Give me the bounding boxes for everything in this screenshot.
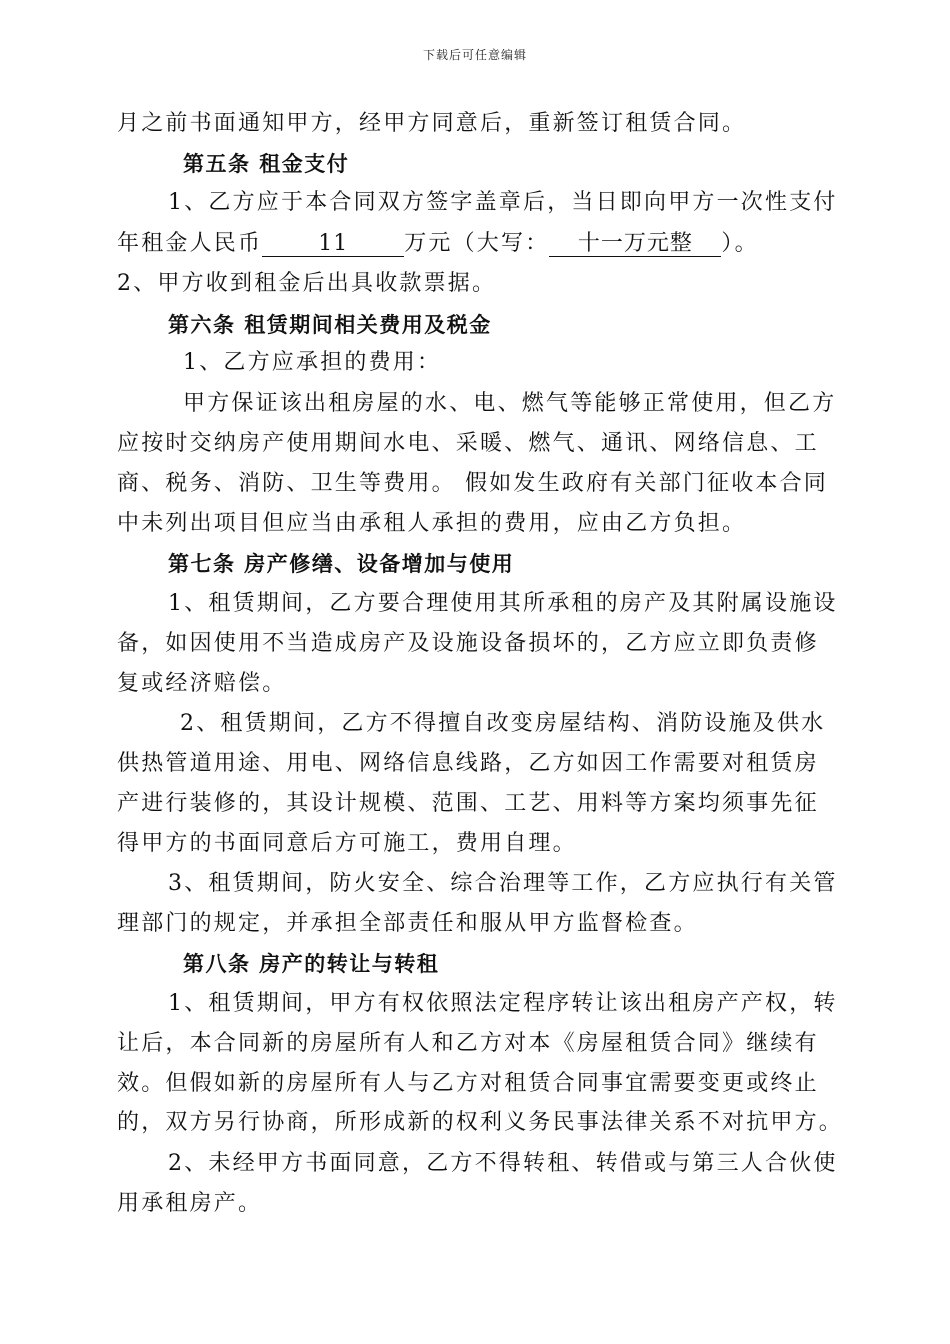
page-header: 下载后可任意编辑 bbox=[422, 48, 527, 62]
text-line: 应按时交纳房产使用期间水电、采暖、燃气、通讯、网络信息、工 bbox=[117, 431, 819, 456]
text-line: 中未列出项目但应当由承租人承担的费用，应由乙方负担。 bbox=[117, 511, 747, 536]
text-line: 2、甲方收到租金后出具收款票据。 bbox=[117, 271, 497, 296]
article-7-heading: 第七条 房产修缮、设备增加与使用 bbox=[168, 552, 515, 576]
text-line: 让后，本合同新的房屋所有人和乙方对本《房屋租赁合同》继续有 bbox=[117, 1031, 819, 1056]
text-line: 1、租赁期间，乙方要合理使用其所承租的房产及其附属设施设 bbox=[168, 591, 838, 616]
text-line: 3、租赁期间，防火安全、综合治理等工作，乙方应执行有关管 bbox=[168, 871, 838, 896]
text-line: 效。但假如新的房屋所有人与乙方对租赁合同事宜需要变更或终止 bbox=[117, 1071, 819, 1096]
text-line: 的，双方另行协商，所形成新的权利义务民事法律关系不对抗甲方。 bbox=[117, 1110, 844, 1135]
text-line: 理部门的规定，并承担全部责任和服从甲方监督检查。 bbox=[117, 911, 698, 936]
text-line: 用承租房产。 bbox=[117, 1191, 263, 1216]
text-line: 得甲方的书面同意后方可施工，费用自理。 bbox=[117, 831, 577, 856]
rent-unit: 万元（大写： bbox=[404, 231, 550, 256]
rent-amount-value: 11 bbox=[262, 232, 404, 257]
article-6-heading: 第六条 租赁期间相关费用及税金 bbox=[168, 313, 492, 337]
text-line: 商、税务、消防、卫生等费用。 假如发生政府有关部门征收本合同 bbox=[117, 471, 828, 496]
text-line: 供热管道用途、用电、网络信息线路，乙方如因工作需要对租赁房 bbox=[117, 751, 819, 776]
text-line: 2、租赁期间，乙方不得擅自改变房屋结构、消防设施及供水 bbox=[180, 711, 826, 736]
rent-amount-words: 十一万元整 bbox=[549, 232, 721, 257]
text-line: 1、乙方应承担的费用： bbox=[183, 350, 442, 375]
text-line: 月之前书面通知甲方，经甲方同意后，重新签订租赁合同。 bbox=[117, 111, 747, 136]
text-line: 复或经济赔偿。 bbox=[117, 671, 287, 696]
text-line: 备，如因使用不当造成房产及设施设备损坏的，乙方应立即负责修 bbox=[117, 631, 819, 656]
rent-amount-line bbox=[117, 230, 759, 258]
text-line: 1、租赁期间，甲方有权依照法定程序转让该出租房产产权，转 bbox=[168, 991, 838, 1016]
text-line: 2、未经甲方书面同意，乙方不得转租、转借或与第三人合伙使 bbox=[168, 1151, 838, 1176]
article-5-heading: 第五条 租金支付 bbox=[183, 152, 350, 176]
text-line: 甲方保证该出租房屋的水、电、燃气等能够正常使用，但乙方 bbox=[183, 391, 837, 416]
article-8-heading: 第八条 房产的转让与转租 bbox=[183, 952, 440, 976]
rent-label: 年租金人民币 bbox=[117, 231, 263, 256]
text-line: 产进行装修的，其设计规模、范围、工艺、用料等方案均须事先征 bbox=[117, 791, 819, 816]
text-line: 1、乙方应于本合同双方签字盖章后，当日即向甲方一次性支付 bbox=[168, 190, 838, 215]
rent-close: ）。 bbox=[721, 231, 759, 256]
